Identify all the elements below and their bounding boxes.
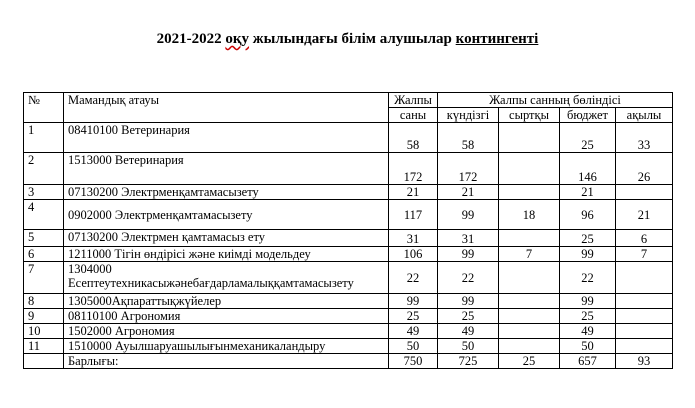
table-row <box>24 185 673 200</box>
cell-name: 1513000 Ветеринария <box>64 153 389 185</box>
cell-total: 172 <box>389 153 438 185</box>
header-total-line1: Жалпы <box>389 93 438 108</box>
cell-no: 7 <box>24 262 64 294</box>
cell-budget: 99 <box>560 294 616 309</box>
cell-budget: 50 <box>560 339 616 354</box>
cell-name: 1502000 Агрономия <box>64 324 389 339</box>
title-part-middle: жылындағы білім алушылар <box>249 31 456 47</box>
cell-external <box>499 294 560 309</box>
cell-budget: 22 <box>560 262 616 294</box>
table-row <box>24 200 673 230</box>
cell-name: 07130200 Электрменқамтамасызету <box>64 185 389 200</box>
cell-paid <box>616 185 673 200</box>
cell-budget: 21 <box>560 185 616 200</box>
cell-budget: 99 <box>560 247 616 262</box>
cell-external <box>499 123 560 153</box>
cell-total: 117 <box>389 200 438 230</box>
cell-daytime: 99 <box>438 247 499 262</box>
totals-row <box>24 354 673 369</box>
cell-budget: 49 <box>560 324 616 339</box>
cell-total: 106 <box>389 247 438 262</box>
cell-name-title: Есептеутехникасыжәнебағдарламалыққамтамасызету <box>68 276 354 290</box>
header-external: сыртқы <box>499 108 560 123</box>
cell-paid <box>616 294 673 309</box>
cell-paid <box>616 339 673 354</box>
cell-paid: 6 <box>616 230 673 247</box>
cell-paid: 33 <box>616 123 673 153</box>
header-total-line2: саны <box>389 108 438 123</box>
totals-paid: 93 <box>616 354 673 369</box>
title-part-contingent: контингенті <box>455 31 539 47</box>
header-division: Жалпы санның бөліндісі <box>438 93 673 108</box>
cell-total: 99 <box>389 294 438 309</box>
cell-external: 18 <box>499 200 560 230</box>
cell-external <box>499 153 560 185</box>
cell-total: 58 <box>389 123 438 153</box>
table-row <box>24 294 673 309</box>
cell-external <box>499 324 560 339</box>
table-row <box>24 262 673 294</box>
cell-total: 25 <box>389 309 438 324</box>
cell-daytime: 58 <box>438 123 499 153</box>
cell-budget: 25 <box>560 230 616 247</box>
cell-paid: 21 <box>616 200 673 230</box>
cell-daytime: 25 <box>438 309 499 324</box>
cell-external: 7 <box>499 247 560 262</box>
cell-name: 1510000 Ауылшаруашылығынмеханикаландыру <box>64 339 389 354</box>
totals-external: 25 <box>499 354 560 369</box>
cell-daytime: 172 <box>438 153 499 185</box>
totals-daytime: 725 <box>438 354 499 369</box>
cell-daytime: 99 <box>438 294 499 309</box>
cell-daytime: 21 <box>438 185 499 200</box>
header-no: № <box>24 93 64 123</box>
cell-external <box>499 339 560 354</box>
header-daytime: күндізгі <box>438 108 499 123</box>
totals-budget: 657 <box>560 354 616 369</box>
table-row <box>24 123 673 153</box>
totals-label: Барлығы: <box>64 354 389 369</box>
cell-external <box>499 309 560 324</box>
title-part-year: 2021-2022 <box>156 31 226 47</box>
contingent-table <box>23 92 673 369</box>
cell-name: 1305000Ақпараттықжүйелер <box>64 294 389 309</box>
cell-name <box>64 262 389 294</box>
table-row <box>24 153 673 185</box>
cell-paid: 7 <box>616 247 673 262</box>
cell-name: 1211000 Тігін өндірісі және киімді модельдеу <box>64 247 389 262</box>
cell-name-code: 1304000 <box>68 262 112 276</box>
cell-name: 07130200 Электрмен қамтамасыз ету <box>64 230 389 247</box>
cell-no: 2 <box>24 153 64 185</box>
cell-daytime: 49 <box>438 324 499 339</box>
cell-name: 08410100 Ветеринария <box>64 123 389 153</box>
header-paid: ақылы <box>616 108 673 123</box>
cell-no: 9 <box>24 309 64 324</box>
cell-daytime: 50 <box>438 339 499 354</box>
table-row <box>24 230 673 247</box>
cell-paid <box>616 324 673 339</box>
title-part-study: оқу <box>225 31 250 47</box>
cell-no: 4 <box>24 200 64 230</box>
cell-external <box>499 230 560 247</box>
cell-no: 11 <box>24 339 64 354</box>
header-name: Мамандық атауы <box>64 93 389 123</box>
cell-budget: 146 <box>560 153 616 185</box>
cell-external <box>499 262 560 294</box>
cell-no: 8 <box>24 294 64 309</box>
cell-budget: 25 <box>560 309 616 324</box>
cell-daytime: 31 <box>438 230 499 247</box>
table-row <box>24 339 673 354</box>
cell-no: 10 <box>24 324 64 339</box>
cell-daytime: 22 <box>438 262 499 294</box>
cell-name: 08110100 Агрономия <box>64 309 389 324</box>
cell-total: 22 <box>389 262 438 294</box>
cell-total: 50 <box>389 339 438 354</box>
cell-total: 31 <box>389 230 438 247</box>
cell-daytime: 99 <box>438 200 499 230</box>
header-row-1 <box>24 93 673 108</box>
cell-no: 6 <box>24 247 64 262</box>
cell-name: 0902000 Электрменқамтамасызету <box>64 200 389 230</box>
cell-budget: 25 <box>560 123 616 153</box>
cell-paid <box>616 262 673 294</box>
header-budget: бюджет <box>560 108 616 123</box>
cell-no <box>24 354 64 369</box>
cell-external <box>499 185 560 200</box>
table-row <box>24 324 673 339</box>
cell-no: 3 <box>24 185 64 200</box>
document-title <box>0 31 695 48</box>
cell-total: 21 <box>389 185 438 200</box>
cell-budget: 96 <box>560 200 616 230</box>
table-row <box>24 309 673 324</box>
cell-total: 49 <box>389 324 438 339</box>
table-row <box>24 247 673 262</box>
totals-total: 750 <box>389 354 438 369</box>
cell-paid: 26 <box>616 153 673 185</box>
cell-no: 1 <box>24 123 64 153</box>
cell-no: 5 <box>24 230 64 247</box>
cell-paid <box>616 309 673 324</box>
